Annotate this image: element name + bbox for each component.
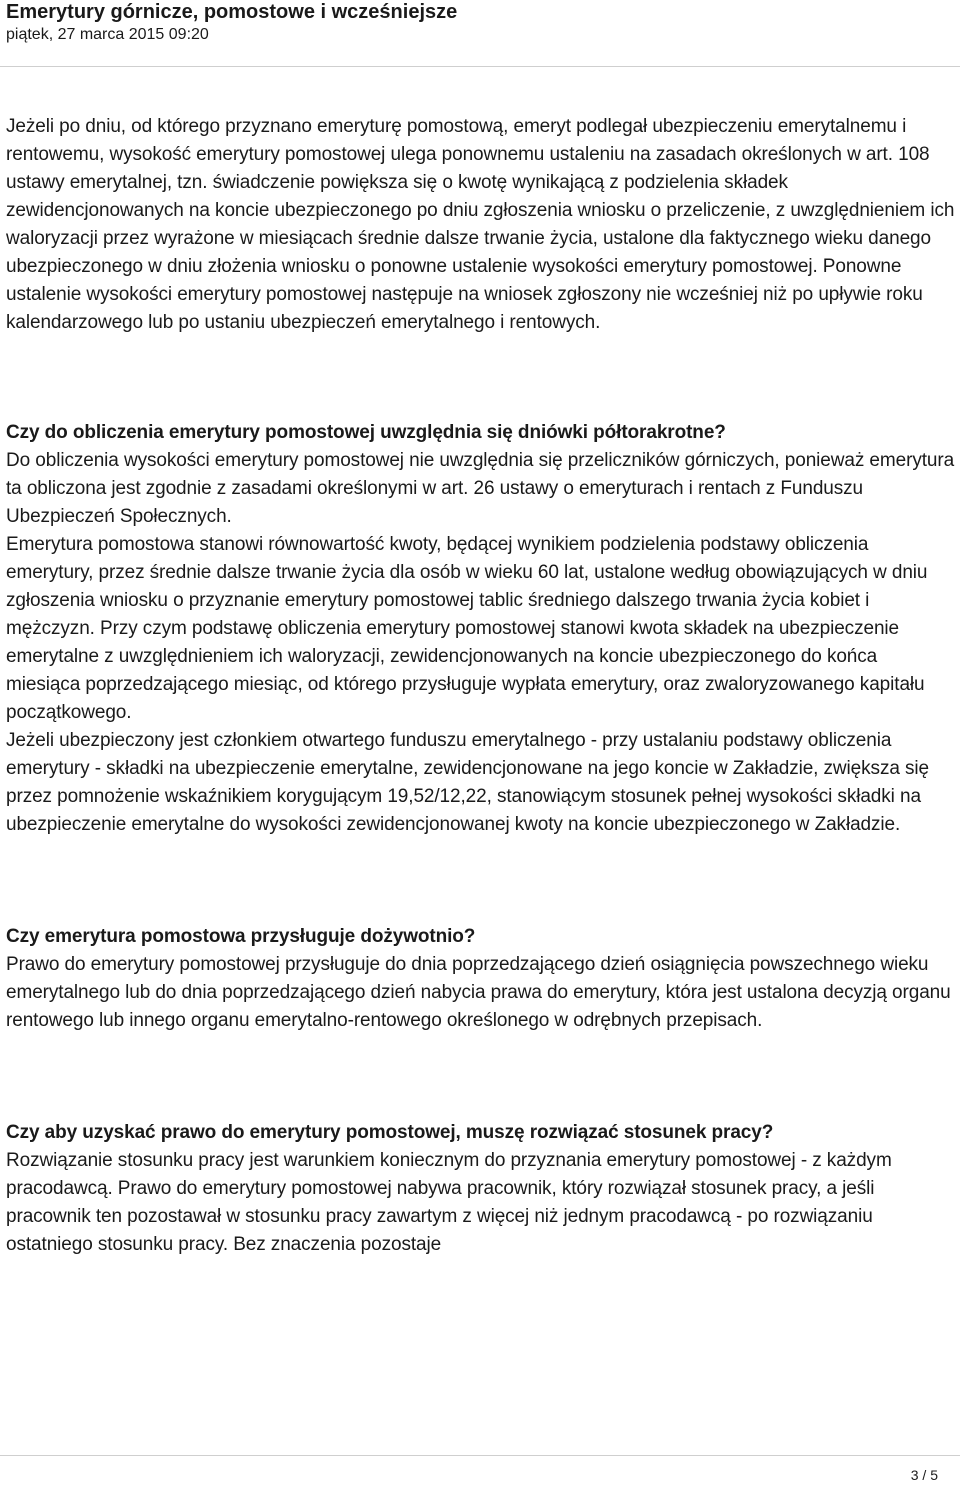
page-number: 3 / 5	[910, 1467, 938, 1483]
paragraph: Emerytura pomostowa stanowi równowartość kwoty, będącej wynikiem podzielenia podstawy obliczenia emerytury, przez średnie dalsze trwanie życia dla osób w wieku 60 lat, ustalone według obowiązujących w dniu zgłoszenia wniosku o przyznanie emerytury pomostowej tablic średniego dalszego trwania życia kobiet i mężczyzn. Przy czym podstawę obliczenia emerytury pomostowej stanowi kwota składek na ubezpieczenie emerytalne z uwzględnieniem ich waloryzacji, zewidencjonowanych na koncie ubezpieczonego do końca miesiąca poprzedzającego miesiąc, od którego przysługuje wypłata emerytury, oraz zwaloryzowanego kapitału początkowego.	[6, 534, 928, 723]
header-divider	[0, 66, 960, 67]
section-dozywotnio	[6, 923, 956, 1035]
page-header	[6, 0, 946, 46]
footer-divider	[0, 1455, 960, 1456]
section-heading: Czy emerytura pomostowa przysługuje dożywotnio?	[6, 926, 476, 947]
section-heading: Czy do obliczenia emerytury pomostowej uwzględnia się dniówki półtorakrotne?	[6, 422, 726, 443]
section-stosunek-pracy	[6, 1119, 956, 1259]
section-spacer	[6, 1035, 956, 1119]
section-intro	[6, 113, 956, 337]
section-spacer	[6, 337, 956, 419]
publication-date: piątek, 27 marca 2015 09:20	[6, 26, 209, 43]
section-heading: Czy aby uzyskać prawo do emerytury pomostowej, muszę rozwiązać stosunek pracy?	[6, 1122, 774, 1143]
document-title: Emerytury górnicze, pomostowe i wcześniejsze	[6, 1, 458, 23]
section-polorakrotne	[6, 419, 956, 839]
paragraph: Jeżeli ubezpieczony jest członkiem otwartego funduszu emerytalnego - przy ustalaniu podstawy obliczenia emerytury - składki na ubezpieczenie emerytalne, zewidencjonowane na jego koncie w Zakładzie, zwiększa się przez pomnożenie wskaźnikiem korygującym 19,52/12,22, stanowiącym stosunek pełnej wysokości składki na ubezpieczenie emerytalne do wysokości zewidencjonowanej kwoty na koncie ubezpieczonego w Zakładzie.	[6, 730, 929, 835]
article-body	[6, 113, 956, 1259]
paragraph: Jeżeli po dniu, od którego przyznano emeryturę pomostową, emeryt podlegał ubezpieczeniu emerytalnemu i rentowemu, wysokość emerytury pomostowej ulega ponownemu ustaleniu na zasadach określonych w art. 108 ustawy emerytalnej, tzn. świadczenie powiększa się o kwotę wynikającą z podzielenia składek zewidencjonowanych na koncie ubezpieczonego po dniu zgłoszenia wniosku o przeliczenie, z uwzględnieniem ich waloryzacji przez wyrażone w miesiącach średnie dalsze trwanie życia, ustalone dla faktycznego wieku danego ubezpieczonego w dniu złożenia wniosku o ponowne ustalenie wysokości emerytury pomostowej. Ponowne ustalenie wysokości emerytury pomostowej następuje na wniosek zgłoszony nie wcześniej niż po upływie roku kalendarzowego lub po ustaniu ubezpieczeń emerytalnego i rentowych.	[6, 116, 955, 333]
section-spacer	[6, 839, 956, 923]
paragraph: Rozwiązanie stosunku pracy jest warunkiem koniecznym do przyznania emerytury pomostowej - z każdym pracodawcą. Prawo do emerytury pomostowej nabywa pracownik, który rozwiązał stosunek pracy, a jeśli pracownik ten pozostawał w stosunku pracy zawartym z więcej niż jednym pracodawcą - po rozwiązaniu ostatniego stosunku pracy. Bez znaczenia pozostaje	[6, 1150, 892, 1255]
paragraph: Prawo do emerytury pomostowej przysługuje do dnia poprzedzającego dzień osiągnięcia powszechnego wieku emerytalnego lub do dnia poprzedzającego dzień nabycia prawa do emerytury, która jest ustalona decyzją organu rentowego lub innego organu emerytalno-rentowego określonego w odrębnych przepisach.	[6, 954, 951, 1031]
paragraph: Do obliczenia wysokości emerytury pomostowej nie uwzględnia się przeliczników górniczych, ponieważ emerytura ta obliczona jest zgodnie z zasadami określonymi w art. 26 ustawy o emeryturach i rentach z Funduszu Ubezpieczeń Społecznych.	[6, 450, 955, 527]
